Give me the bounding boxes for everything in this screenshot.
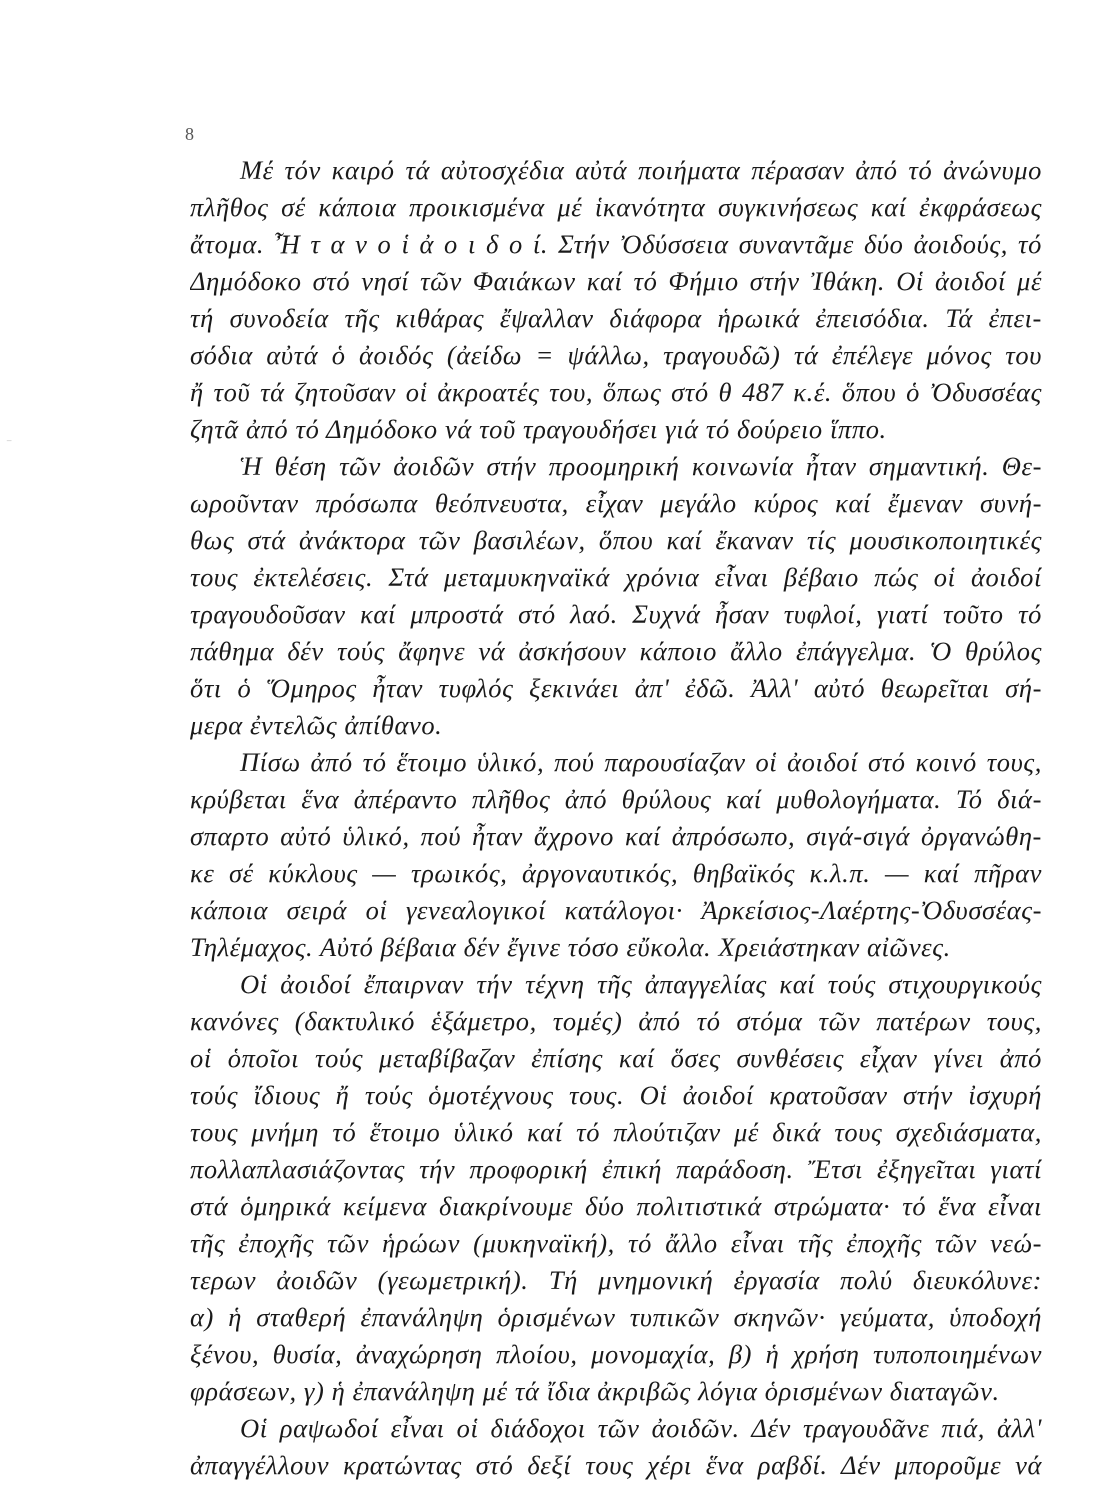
text-line: τους μνήμη τό ἕτοιμο ὑλικό καί τό πλούτιζαν μέ δικά τους σχεδιάσματα,	[190, 1117, 1042, 1147]
text-line: μερα ἐντελῶς ἀπίθανο.	[190, 710, 443, 740]
text-line: σόδια αὐτά ὁ ἀοιδός (ἀείδω = ψάλλω, τραγουδῶ) τά ἐπέλεγε μόνος του	[190, 340, 1042, 370]
text-line: πάθημα δέν τούς ἄφηνε νά ἀσκήσουν κάποιο ἄλλο ἐπάγγελμα. Ὁ θρύλος	[190, 636, 1042, 666]
text-line: οἱ ὁποῖοι τούς μεταβίβαζαν ἐπίσης καί ὅσες συνθέσεις εἶχαν γίνει ἀπό	[190, 1043, 1042, 1073]
text-line: Πίσω ἀπό τό ἕτοιμο ὑλικό, πού παρουσίαζαν οἱ ἀοιδοί στό κοινό τους,	[240, 747, 1042, 777]
text-line: τή συνοδεία τῆς κιθάρας ἔψαλλαν διάφορα ἡρωικά ἐπεισόδια. Τά ἐπει-	[190, 303, 1042, 333]
text-line: τραγουδοῦσαν καί μπροστά στό λαό. Συχνά ἦσαν τυφλοί, γιατί τοῦτο τό	[190, 599, 1042, 629]
text-line: Δημόδοκο στό νησί τῶν Φαιάκων καί τό Φήμιο στήν Ἰθάκη. Οἱ ἀοιδοί μέ	[190, 266, 1042, 296]
text-line: α) ἡ σταθερή ἐπανάληψη ὁρισμένων τυπικῶν σκηνῶν· γεύματα, ὑποδοχή	[190, 1302, 1042, 1332]
text-line: τους ἐκτελέσεις. Στά μεταμυκηναϊκά χρόνια εἶναι βέβαιο πώς οἱ ἀοιδοί	[190, 562, 1042, 592]
text-line: ξένου, θυσία, ἀναχώρηση πλοίου, μονομαχία, β) ἡ χρήση τυποποιημένων	[190, 1339, 1042, 1369]
text-line: Οἱ ραψωδοί εἶναι οἱ διάδοχοι τῶν ἀοιδῶν. Δέν τραγουδᾶνε πιά, ἀλλ'	[240, 1413, 1042, 1443]
text-line: Ἡ θέση τῶν ἀοιδῶν στήν προομηρική κοινωνία ἦταν σημαντική. Θε-	[240, 451, 1042, 481]
paragraph	[190, 152, 1042, 448]
page-number: 8	[185, 124, 194, 144]
text-line: πλῆθος σέ κάποια προικισμένα μέ ἱκανότητα συγκινήσεως καί ἐκφράσεως	[190, 192, 1042, 222]
text-line: τερων ἀοιδῶν (γεωμετρική). Τή μνημονική ἐργασία πολύ διευκόλυνε:	[190, 1265, 1042, 1295]
text-line: κάποια σειρά οἱ γενεαλογικοί κατάλογοι· Ἀρκείσιος-Λαέρτης-Ὀδυσσέας-	[190, 895, 1042, 925]
scan-speck: ⁻	[6, 436, 13, 450]
text-line: ἤ τοῦ τά ζητοῦσαν οἱ ἀκροατές του, ὅπως στό θ 487 κ.έ. ὅπου ὁ Ὀδυσσέας	[190, 377, 1042, 407]
text-line: Τηλέμαχος. Αὐτό βέβαια δέν ἔγινε τόσο εὔκολα. Χρειάστηκαν αἰῶνες.	[190, 932, 951, 962]
paragraph	[190, 1410, 1042, 1484]
text-line: στά ὁμηρικά κείμενα διακρίνουμε δύο πολιτιστικά στρώματα· τό ἕνα εἶναι	[190, 1191, 1042, 1221]
body-text	[190, 152, 1042, 1484]
paragraph	[190, 744, 1042, 966]
text-line: Οἱ ἀοιδοί ἔπαιρναν τήν τέχνη τῆς ἀπαγγελίας καί τούς στιχουργικούς	[240, 969, 1042, 999]
text-line: ἀπαγγέλλουν κρατώντας στό δεξί τους χέρι ἕνα ραβδί. Δέν μποροῦμε νά	[190, 1450, 1042, 1480]
text-line: ωροῦνταν πρόσωπα θεόπνευστα, εἶχαν μεγάλο κύρος καί ἔμεναν συνή-	[190, 488, 1042, 518]
text-line: πολλαπλασιάζοντας τήν προφορική ἐπική παράδοση. Ἔτσι ἐξηγεῖται γιατί	[190, 1154, 1042, 1184]
text-line: φράσεων, γ) ἡ ἐπανάληψη μέ τά ἴδια ἀκριβῶς λόγια ὁρισμένων διαταγῶν.	[190, 1376, 1000, 1406]
text-line: τῆς ἐποχῆς τῶν ἡρώων (μυκηναϊκή), τό ἄλλο εἶναι τῆς ἐποχῆς τῶν νεώ-	[190, 1228, 1042, 1258]
text-line: θως στά ἀνάκτορα τῶν βασιλέων, ὅπου καί ἔκαναν τίς μουσικοποιητικές	[190, 525, 1042, 555]
text-line: Μέ τόν καιρό τά αὐτοσχέδια αὐτά ποιήματα πέρασαν ἀπό τό ἀνώνυμο	[240, 155, 1042, 185]
text-line: σπαρτο αὐτό ὑλικό, πού ἦταν ἄχρονο καί ἀπρόσωπο, σιγά-σιγά ὀργανώθη-	[190, 821, 1042, 851]
text-line: κε σέ κύκλους — τρωικός, ἀργοναυτικός, θηβαϊκός κ.λ.π. — καί πῆραν	[190, 858, 1042, 888]
text-line: τούς ἴδιους ἤ τούς ὁμοτέχνους τους. Οἱ ἀοιδοί κρατοῦσαν στήν ἰσχυρή	[190, 1080, 1042, 1110]
text-line: κρύβεται ἕνα ἀπέραντο πλῆθος ἀπό θρύλους καί μυθολογήματα. Τό διά-	[190, 784, 1042, 814]
paragraph	[190, 966, 1042, 1410]
text-line: ὅτι ὁ Ὅμηρος ἦταν τυφλός ξεκινάει ἀπ' ἐδῶ. Ἀλλ' αὐτό θεωρεῖται σή-	[190, 673, 1042, 703]
text-line: ἄτομα. Ἦ τ α ν ο ἱ ἀ ο ι δ ο ί. Στήν Ὀδύσσεια συναντᾶμε δύο ἀοιδούς, τό	[190, 229, 1042, 259]
text-line: ζητᾶ ἀπό τό Δημόδοκο νά τοῦ τραγουδήσει γιά τό δούρειο ἵππο.	[190, 414, 887, 444]
paragraph	[190, 448, 1042, 744]
text-line: κανόνες (δακτυλικό ἑξάμετρο, τομές) ἀπό τό στόμα τῶν πατέρων τους,	[190, 1006, 1042, 1036]
